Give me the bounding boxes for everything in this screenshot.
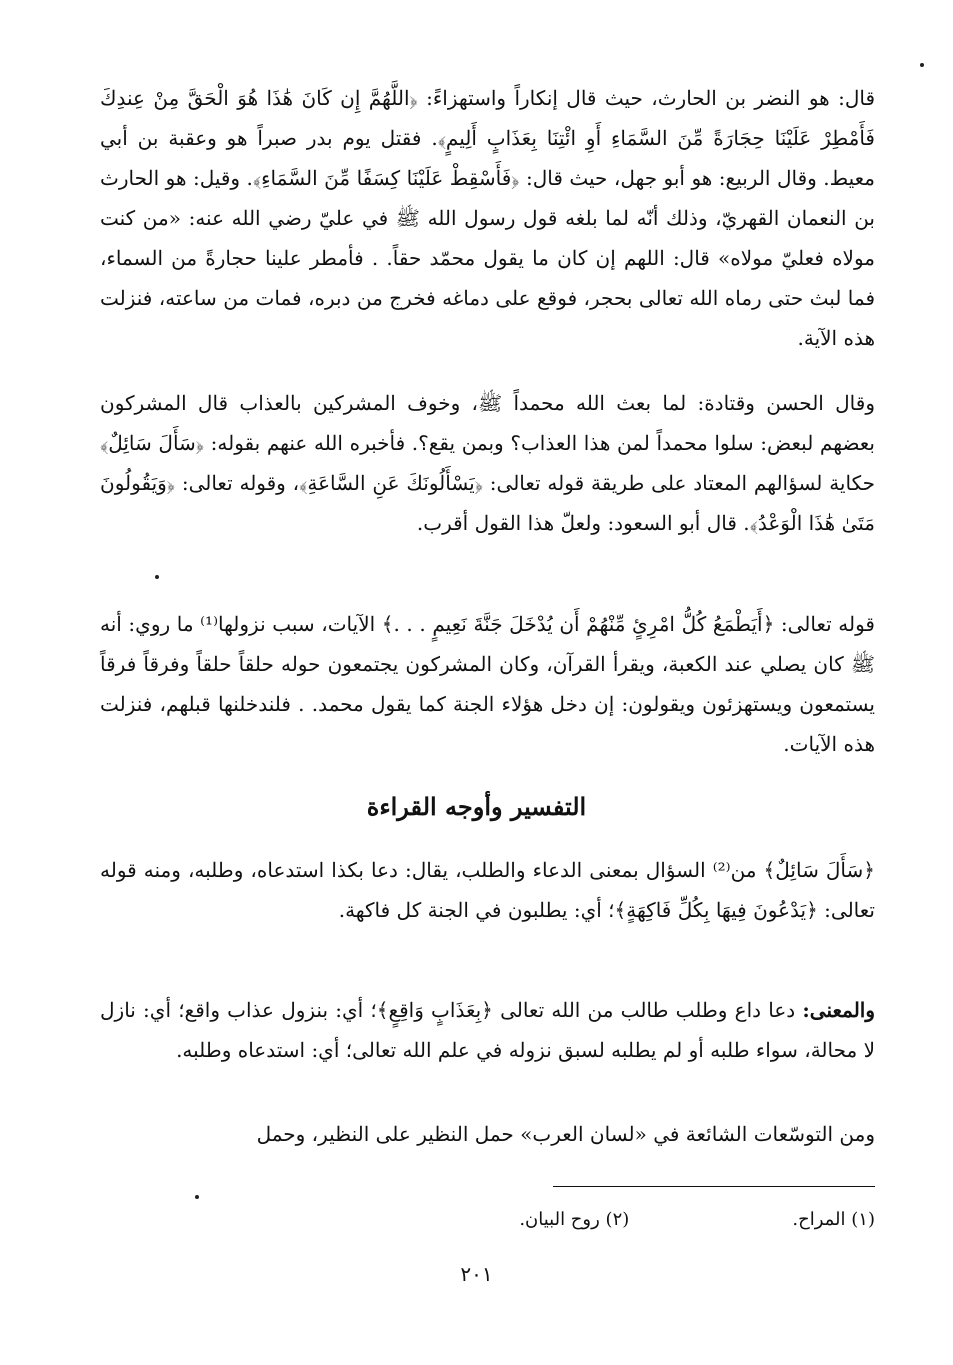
paragraph-meaning xyxy=(100,990,875,1070)
paragraph-cause-of-revelation: قوله تعالى: ﴿أَيَطْمَعُ كُلُّ امْرِئٍ مِّنْهُمْ أَن يُدْخَلَ جَنَّةَ نَعِيمٍ . . .﴾ الآيات، سبب نزولها⁽¹⁾ ما روي: أنه ﷺ كان يصلي عند الكعبة، ويقرأ القرآن، وكان المشركون يجتمعون حوله حلقاً حلقاً وفرقاً فرقاً يستمعون ويستهزئون ويقولون: إن دخل هؤلاء الجنة كما يقول محمد. . فلندخلنها قبلهم، فنزلت هذه الآيات. xyxy=(100,612,875,756)
paragraph-revelation-story: قال: هو النضر بن الحارث، حيث قال إنكاراً واستهزاءً: ﴿اللَّهُمَّ إِن كَانَ هَٰذَا هُوَ الْحَقَّ مِنْ عِندِكَ فَأَمْطِرْ عَلَيْنَا حِجَارَةً مِّنَ السَّمَاءِ أَوِ ائْتِنَا بِعَذَابٍ أَلِيمٍ﴾. فقتل يوم بدر صبراً هو وعقبة بن أبي معيط. وقال الربيع: هو أبو جهل، حيث قال: ﴿فَأَسْقِطْ عَلَيْنَا كِسَفًا مِّنَ السَّمَاءِ﴾. وقيل: هو الحارث بن النعمان القهريّ، وذلك أنّه لما بلغه قول رسول الله ﷺ في عليّ رضي الله عنه: «من كنت مولاه فعليّ مولاه» قال: اللهم إن كان ما يقول محمّد حقاً. . فأمطر علينا حجارةً من السماء، فما لبث حتى رماه الله تعالى بحجر، فوقع على دماغه فخرج من دبره، فمات من ساعته، فنزلت هذه الآية. xyxy=(100,86,875,350)
scan-speck xyxy=(155,575,159,579)
footnote-1: (١) المراح. xyxy=(792,1209,875,1230)
meaning-label: والمعنى: xyxy=(802,998,875,1022)
meaning-text: دعا داع وطلب طالب من الله تعالى ﴿بِعَذَابٍ وَاقِعٍ﴾؛ أي: بنزول عذاب واقع؛ أي: نازل لا محالة، سواء طلبه أو لم يطلبه لسبق نزوله في علم الله تعالى؛ أي: استدعاه وطلبه. xyxy=(100,998,875,1062)
paragraph-hasan-qatada: وقال الحسن وقتادة: لما بعث الله محمداً ﷺ، وخوف المشركين بالعذاب قال المشركون بعضهم لبعض: سلوا محمداً لمن هذا العذاب؟ وبمن يقع؟. فأخبره الله عنهم بقوله: ﴿سَأَلَ سَائِلٌ﴾ حكاية لسؤالهم المعتاد على طريقة قوله تعالى: ﴿يَسْأَلُونَكَ عَنِ السَّاعَةِ﴾، وقوله تعالى: ﴿وَيَقُولُونَ مَتَىٰ هَٰذَا الْوَعْدُ﴾. قال أبو السعود: ولعلّ هذا القول أقرب. xyxy=(100,391,875,535)
scan-speck xyxy=(195,1195,199,1199)
footnote-2: (٢) روح البيان. xyxy=(519,1209,630,1230)
paragraph-tafsir-sa-ala: ﴿سَأَلَ سَائِلٌ﴾ من⁽²⁾ السؤال بمعنى الدعاء والطلب، يقال: دعا بكذا استدعاه، وطلبه، ومنه قوله تعالى: ﴿يَدْعُونَ فِيهَا بِكُلِّ فَاكِهَةٍ﴾؛ أي: يطلبون في الجنة كل فاكهة. xyxy=(100,858,875,922)
footnote-divider xyxy=(553,1186,875,1187)
section-heading: التفسير وأوجه القراءة xyxy=(366,792,587,821)
page-number: ٢٠١ xyxy=(460,1262,493,1286)
paragraph-tawassuat: ومن التوسّعات الشائعة في «لسان العرب» حمل النظير على النظير، وحمل xyxy=(256,1122,875,1146)
scan-speck xyxy=(920,63,924,67)
footnotes xyxy=(300,1205,875,1235)
